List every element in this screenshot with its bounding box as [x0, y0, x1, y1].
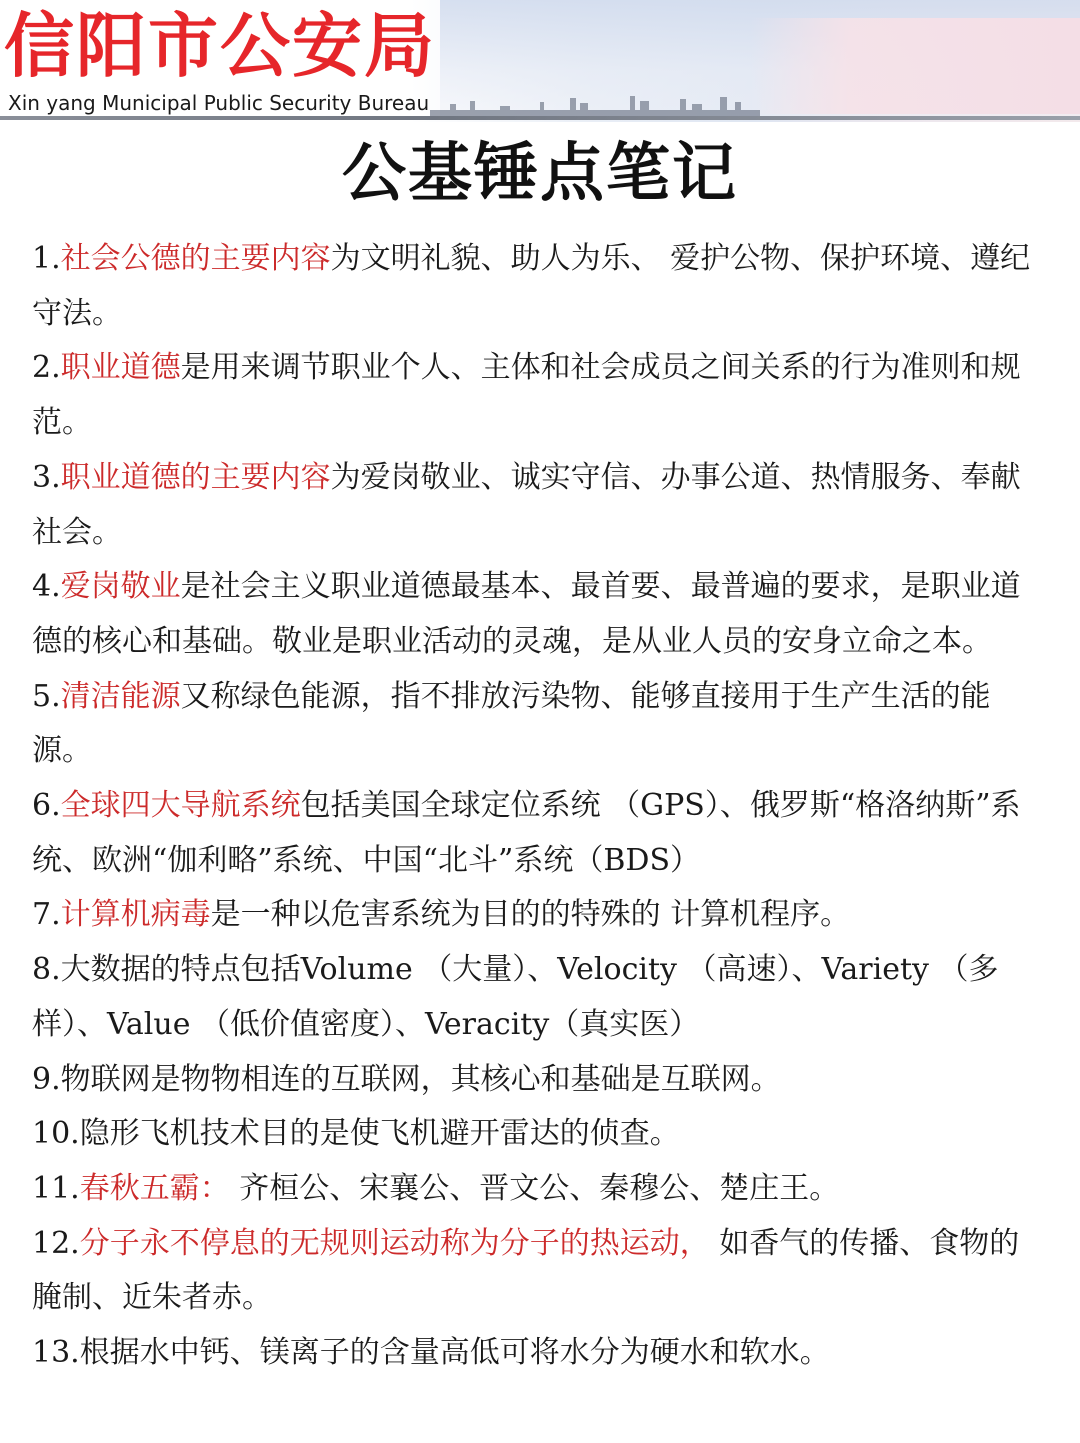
note-keyword: 爱岗敬业: [60, 569, 181, 605]
note-number: 13.: [32, 1335, 80, 1371]
note-item: [32, 1107, 1042, 1162]
notes-list: [32, 232, 1042, 1381]
note-text: 是用来调节职业个人、主体和社会成员之间关系的行为准则和规范。: [32, 350, 1021, 441]
note-item: [32, 1162, 1042, 1217]
banner-divider-line: [0, 116, 1080, 120]
note-keyword: 分子永不停息的无规则运动称为分子的热运动，: [79, 1225, 710, 1261]
bureau-subtitle: Xin yang Municipal Public Security Bureau: [8, 91, 430, 115]
note-item: [32, 341, 1042, 450]
note-item: [32, 1217, 1042, 1326]
note-number: 7.: [32, 897, 61, 933]
note-keyword: 清洁能源: [60, 678, 181, 714]
note-item: [32, 451, 1042, 560]
banner-pink-glow: [750, 18, 1080, 114]
note-number: 10.: [32, 1116, 80, 1152]
note-text: 如香气的传播、食物的腌制、近朱者赤。: [32, 1225, 1020, 1316]
note-number: 8.: [32, 952, 61, 988]
note-text: 又称绿色能源，指不排放污染物、能够直接用于生产生活的能源。: [32, 678, 991, 769]
note-text: 是社会主义职业道德最基本、最首要、最普遍的要求，是职业道德的核心和基础。敬业是职业活动的灵魂，是从业人员的安身立命之本。: [32, 569, 1021, 659]
note-text: 为文明礼貌、助人为乐、 爱护公物、保护环境、遵纪守法。: [32, 241, 1031, 331]
note-keyword: 职业道德的主要内容: [60, 459, 331, 495]
header-banner: [0, 0, 1080, 122]
note-number: 5.: [32, 678, 61, 714]
note-item: [32, 1053, 1042, 1108]
note-text: 齐桓公、宋襄公、晋文公、秦穆公、楚庄王。: [229, 1170, 840, 1206]
note-text: 物联网是物物相连的互联网，其核心和基础是互联网。: [60, 1061, 781, 1097]
city-skyline-image: [430, 92, 760, 118]
note-number: 4.: [32, 569, 61, 605]
note-keyword: 社会公德的主要内容: [60, 241, 331, 276]
note-number: 12.: [32, 1225, 80, 1261]
note-item: [32, 232, 1042, 341]
note-text: 包括美国全球定位系统 （GPS）、俄罗斯“格洛纳斯”系统、欧洲“伽利略”系统、中国“北斗”系统（BDS）: [32, 788, 1021, 878]
note-text: 为爱岗敬业、诚实守信、办事公道、热情服务、奉献社会。: [32, 459, 1021, 550]
note-item: [32, 560, 1042, 669]
note-item: [32, 888, 1042, 943]
note-keyword: 计算机病毒: [60, 897, 211, 933]
note-item: [32, 943, 1042, 1052]
note-keyword: 春秋五霸：: [79, 1170, 230, 1206]
note-keyword: 职业道德: [60, 350, 181, 386]
note-number: 2.: [32, 350, 61, 386]
note-item: [32, 779, 1042, 888]
note-number: 6.: [32, 788, 61, 824]
note-number: 1.: [32, 241, 61, 276]
note-text: 是一种以危害系统为目的的特殊的 计算机程序。: [210, 897, 851, 933]
note-number: 11.: [32, 1170, 80, 1206]
note-number: 3.: [32, 459, 61, 495]
note-text: 隐形飞机技术目的是使飞机避开雷达的侦查。: [79, 1116, 680, 1152]
note-item: [32, 1326, 1042, 1381]
note-number: 9.: [32, 1061, 61, 1097]
note-keyword: 全球四大导航系统: [60, 788, 301, 824]
document-title: 公基锤点笔记: [342, 136, 738, 211]
bureau-title: 信阳市公安局: [4, 5, 436, 87]
note-text: 根据水中钙、镁离子的含量高低可将水分为硬水和软水。: [79, 1335, 830, 1371]
note-item: [32, 670, 1042, 779]
note-text: 大数据的特点包括Volume （大量）、Velocity （高速）、Variety （多样）、Value （低价值密度）、Veracity（真实医）: [32, 952, 999, 1042]
